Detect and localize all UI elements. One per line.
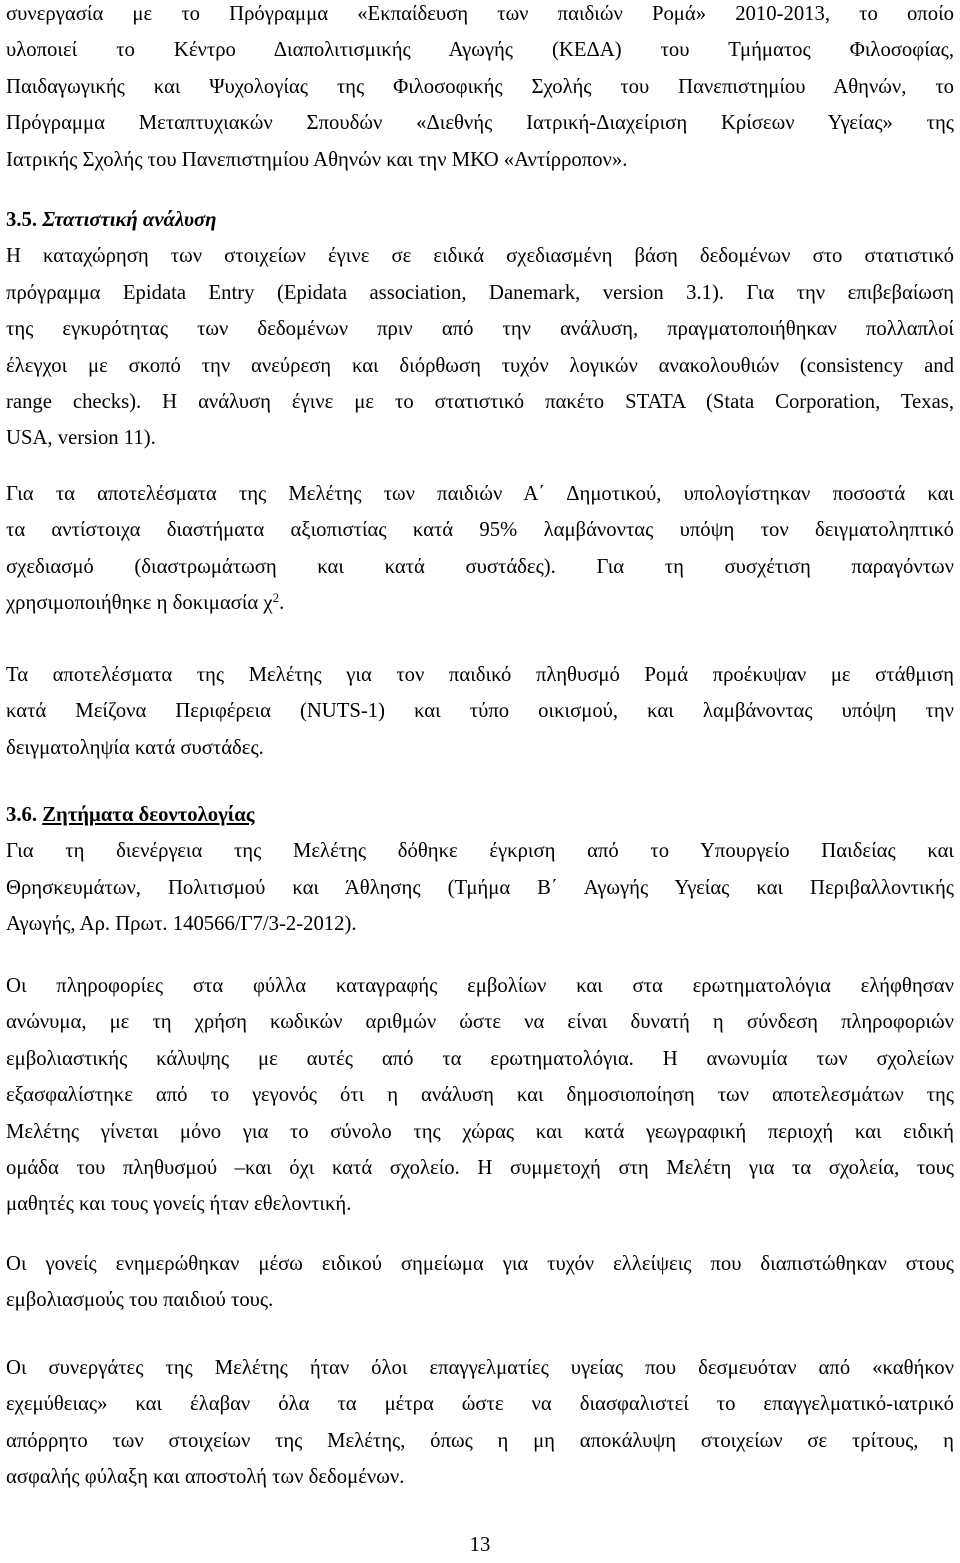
section-3-5 [6,202,954,457]
text-line: εμβολιαστικής κάλυψης με αυτές από τα ερωτηματολόγια. Η ανωνυμία των σχολείων [6,1047,954,1070]
section-number: 3.6. [6,804,38,826]
intro-paragraph [6,0,954,178]
text-line: ομάδα του πληθυσμού –και όχι κατά σχολείο. Η συμμετοχή στη Μελέτη για τα σχολεία, τους [6,1156,954,1179]
text-line: Τα αποτελέσματα της Μελέτης για τον παιδικό πληθυσμό Ρομά προέκυψαν με στάθμιση [6,664,954,686]
text-line: USA, version 11). [6,427,156,450]
section-3-6 [6,797,954,943]
section-title: Στατιστική ανάλυση [42,209,217,231]
parents-paragraph [6,1246,954,1319]
section-title: Ζητήματα δεοντολογίας [42,804,255,826]
text-line: έλεγχοι με σκοπό την ανεύρεση και διόρθωση τυχόν λογικών ανακολουθιών (consistency and [6,354,954,377]
text-line: Για τα αποτελέσματα της Μελέτης των παιδιών Α΄ Δημοτικού, υπολογίστηκαν ποσοστά και [6,483,954,505]
text-line: Παιδαγωγικής και Ψυχολογίας της Φιλοσοφικής Σχολής του Πανεπιστημίου Αθηνών, το [6,75,954,98]
text-line: Πρόγραμμα Μεταπτυχιακών Σπουδών «Διεθνής Ιατρική-Διαχείριση Κρίσεων Υγείας» της [6,112,954,135]
chi-square-superscript: 2 [272,590,280,606]
text-line: μαθητές και τους γονείς ήταν εθελοντική. [6,1193,352,1216]
text-line-chi-square [6,585,954,621]
sentence-end: . [279,592,285,615]
text-line: κατά Μείζονα Περιφέρεια (NUTS-1) και τύπο οικισμού, και λαμβάνοντας υπόψη την [6,700,954,723]
section-heading-ethics [6,797,954,833]
page-number: 13 [469,1534,491,1556]
text-line: range checks). Η ανάλυση έγινε με το στατιστικό πακέτο STATA (Stata Corporation, Texas, [6,390,954,413]
text-line: πρόγραμμα Epidata Entry (Epidata association, Danemark, version 3.1). Για την επιβεβαίωση [6,281,954,304]
text-line: εμβολιασμούς του παιδιού τους. [6,1289,274,1312]
text-line: Αγωγής, Αρ. Πρωτ. 140566/Γ7/3-2-2012). [6,913,357,936]
text-line: Η καταχώρηση των στοιχείων έγινε σε ειδικά σχεδιασμένη βάση δεδομένων στο στατιστικό [6,245,954,268]
text-line: Οι συνεργάτες της Μελέτης ήταν όλοι επαγγελματίες υγείας που δεσμευόταν από «καθήκον [6,1357,954,1379]
text-line: απόρρητο των στοιχείων της Μελέτης, όπως η μη αποκάλυψη στοιχείων σε τρίτους, η [6,1429,954,1452]
text-line: Θρησκευμάτων, Πολιτισμού και Άθλησης (Τμήμα Β΄ Αγωγής Υγείας και Περιβαλλοντικής [6,876,954,899]
text-line: εχεμύθειας» και έλαβαν όλα τα μέτρα ώστε να διασφαλιστεί το επαγγελματικό-ιατρικό [6,1393,954,1416]
chi-square-text: χρησιμοποιήθηκε η δοκιμασία χ [6,592,273,615]
text-line: συνεργασία με το Πρόγραμμα «Εκπαίδευση των παιδιών Ρομά» 2010-2013, το οποίο [6,3,954,25]
text-line: τα αντίστοιχα διαστήματα αξιοπιστίας κατά 95% λαμβάνοντας υπόψη τον δειγματοληπτικό [6,519,954,542]
text-line: υλοποιεί το Κέντρο Διαπολιτισμικής Αγωγής (ΚΕΔΑ) του Τμήματος Φιλοσοφίας, [6,39,954,62]
text-line: της εγκυρότητας των δεδομένων πριν από την ανάλυση, πραγματοποιήθηκαν πολλαπλοί [6,318,954,341]
text-line: Οι γονείς ενημερώθηκαν μέσω ειδικού σημείωμα για τυχόν ελλείψεις που διαπιστώθηκαν στους [6,1253,954,1275]
info-paragraph [6,968,954,1223]
section-number: 3.5. [6,209,38,231]
text-line: ανώνυμα, με τη χρήση κωδικών αριθμών ώστε να είναι δυνατή η σύνδεση πληροφοριών [6,1011,954,1034]
collaborators-paragraph [6,1350,954,1496]
text-line: δειγματοληψία κατά συστάδες. [6,736,264,759]
section-heading-statistics [6,202,954,238]
text-line: ασφαλής φύλαξη και αποστολή των δεδομένων. [6,1466,405,1489]
text-line: Οι πληροφορίες στα φύλλα καταγραφής εμβολίων και στα ερωτηματολόγια ελήφθησαν [6,975,954,997]
text-line: Μελέτης γίνεται μόνο για το σύνολο της χώρας και κατά γεωγραφική περιοχή και ειδική [6,1120,954,1143]
text-line: σχεδιασμό (διαστρωμάτωση και κατά συστάδες). Για τη συσχέτιση παραγόντων [6,555,954,578]
results-paragraph [6,476,954,622]
text-line: Ιατρικής Σχολής του Πανεπιστημίου Αθηνών και την ΜΚΟ «Αντίρροπον». [6,148,628,171]
text-line: Για τη διενέργεια της Μελέτης δόθηκε έγκριση από το Υπουργείο Παιδείας και [6,840,954,863]
roma-paragraph [6,657,954,766]
text-line: εξασφαλίστηκε από το γεγονός ότι η ανάλυση και δημοσιοποίηση των αποτελεσμάτων της [6,1084,954,1107]
